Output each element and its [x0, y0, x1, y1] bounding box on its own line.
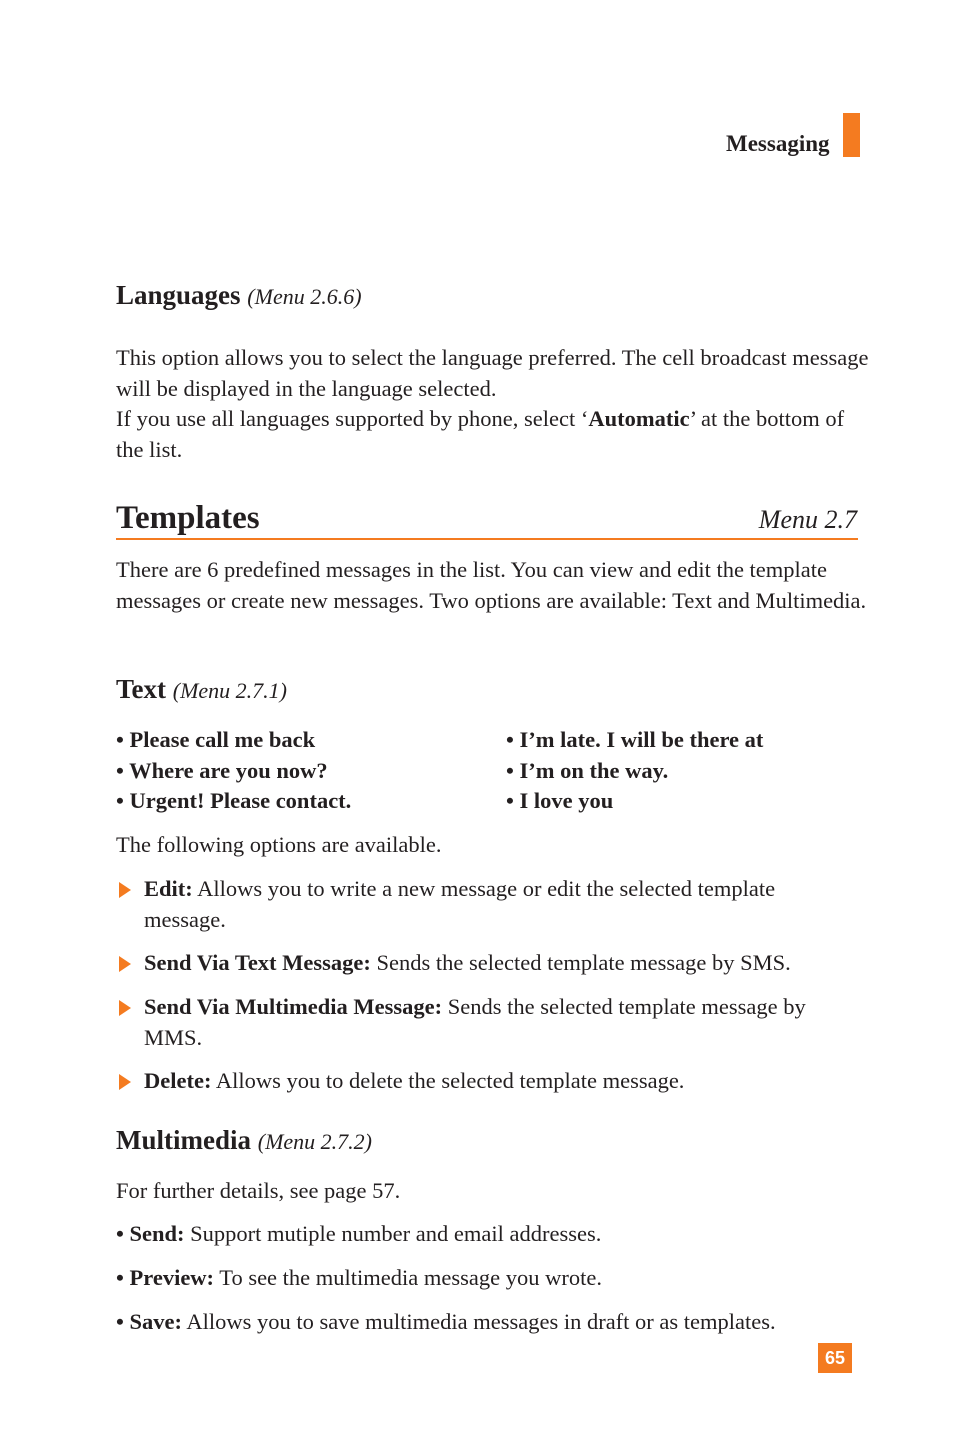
- list-item: • I love you: [506, 788, 614, 814]
- option-desc: Sends the selected template message by MMS.: [144, 994, 806, 1050]
- languages-heading: [116, 280, 362, 311]
- multimedia-intro: For further details, see page 57.: [116, 1178, 401, 1203]
- template-list-left: [116, 725, 351, 817]
- list-item: • I’m on the way.: [506, 757, 669, 783]
- section-tab-marker: [843, 113, 860, 157]
- templates-intro: There are 6 predefined messages in the list. You can view and edit the template messages or create new messages. Two options are available: Text and Multimedia.: [116, 557, 867, 613]
- text-title: Text: [116, 674, 167, 704]
- template-list-right: [506, 725, 763, 817]
- option-label: Delete:: [144, 1068, 212, 1093]
- list-item: • Urgent! Please contact.: [116, 788, 352, 814]
- option-label: Edit:: [144, 876, 193, 901]
- languages-body: [116, 343, 876, 466]
- options-intro: The following options are available.: [116, 832, 442, 857]
- section-header: Messaging: [726, 131, 830, 156]
- text-heading: [116, 674, 287, 705]
- list-item: • I’m late. I will be there at: [506, 727, 764, 752]
- option-desc: Allows you to delete the selected template message.: [211, 1068, 685, 1093]
- list-item: • Please call me back: [116, 727, 316, 752]
- triangle-bullet-icon: [119, 882, 131, 898]
- option-desc: Sends the selected template message by SMS.: [370, 950, 791, 975]
- triangle-bullet-icon: [119, 956, 131, 972]
- multimedia-item-save: • Save: Allows you to save multimedia messages in draft or as templates.: [116, 1309, 776, 1334]
- option-edit: [116, 874, 861, 935]
- option-label: Send Via Multimedia Message:: [144, 994, 443, 1019]
- option-label: Send Via Text Message:: [144, 950, 371, 975]
- multimedia-item-preview: • Preview: To see the multimedia message you wrote.: [116, 1265, 602, 1290]
- languages-title: Languages: [116, 280, 241, 310]
- option-delete: [116, 1066, 861, 1097]
- templates-heading: Templates: [116, 500, 260, 536]
- triangle-bullet-icon: [119, 1074, 131, 1090]
- templates-divider: [116, 538, 858, 540]
- triangle-bullet-icon: [119, 1000, 131, 1016]
- option-send-via-multimedia: [116, 992, 861, 1053]
- languages-para-2: If you use all languages supported by phone, select ‘Automatic’ at the bottom of the list.: [116, 406, 845, 463]
- languages-menu-ref: (Menu 2.6.6): [247, 284, 362, 309]
- multimedia-item-send: • Send: Support mutiple number and email addresses.: [116, 1221, 602, 1246]
- templates-menu-ref: Menu 2.7: [758, 505, 857, 534]
- multimedia-title: Multimedia: [116, 1125, 251, 1155]
- list-item: • Where are you now?: [116, 757, 328, 783]
- page-number: 65: [818, 1343, 852, 1373]
- text-menu-ref: (Menu 2.7.1): [172, 678, 288, 703]
- multimedia-menu-ref: (Menu 2.7.2): [257, 1129, 372, 1154]
- option-send-via-text: [116, 948, 861, 979]
- languages-para-1: This option allows you to select the language preferred. The cell broadcast message will be displayed in the language selected.: [116, 345, 869, 401]
- option-desc: Allows you to write a new message or edit the selected template message.: [144, 876, 776, 932]
- multimedia-heading: [116, 1125, 372, 1156]
